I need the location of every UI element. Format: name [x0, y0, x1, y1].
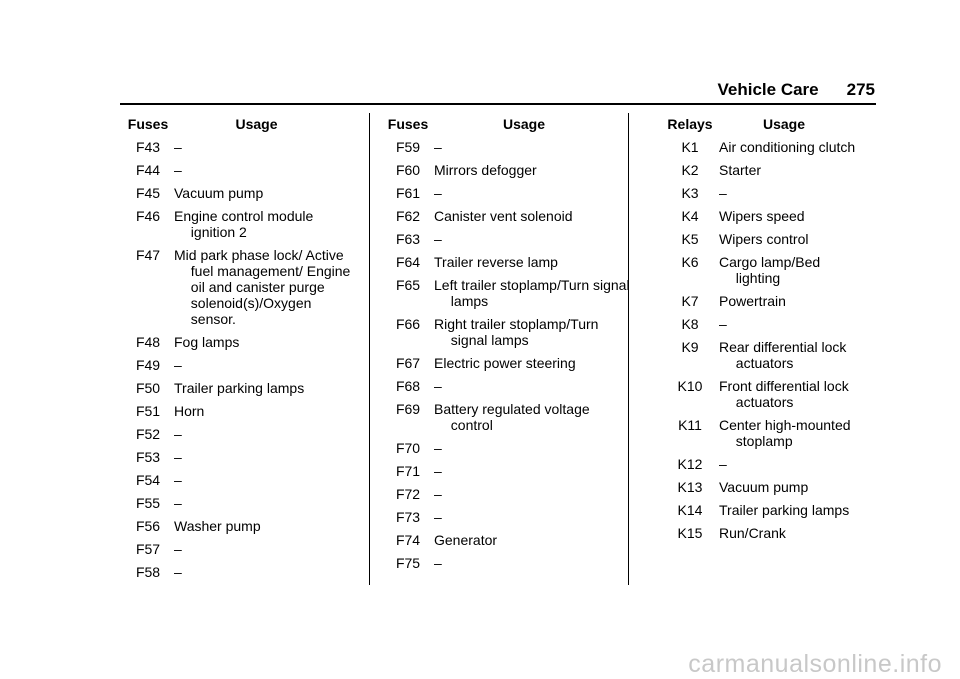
row-id: K9	[681, 339, 699, 355]
row-id: F73	[395, 509, 421, 525]
row-usage: –	[434, 185, 442, 201]
header-id: Relays	[667, 116, 713, 132]
row-id: F44	[135, 162, 161, 178]
row-usage: Generator	[434, 532, 498, 548]
table-row	[122, 162, 356, 178]
header-usage: Usage	[762, 116, 806, 132]
fuse-table-left	[122, 116, 356, 587]
row-usage: Trailer parking lamps	[174, 380, 305, 396]
table-row	[382, 509, 631, 525]
table-row	[661, 231, 866, 247]
row-usage: –	[174, 449, 182, 465]
row-usage: –	[174, 472, 182, 488]
page-number: 275	[846, 80, 875, 99]
table-row	[382, 486, 631, 502]
row-usage: Mirrors defogger	[434, 162, 537, 178]
row-usage: Trailer reverse lamp	[434, 254, 558, 270]
row-id: F61	[395, 185, 421, 201]
table-row	[122, 139, 356, 155]
table-row	[661, 316, 866, 332]
row-usage: –	[434, 555, 442, 571]
table-row	[382, 401, 631, 433]
row-id: K15	[677, 525, 703, 541]
row-id: F58	[135, 564, 161, 580]
row-id: F57	[135, 541, 161, 557]
row-usage: Vacuum pump	[174, 185, 264, 201]
table-row	[661, 339, 866, 371]
table-row	[122, 208, 356, 240]
table-row	[122, 564, 356, 580]
table-row	[661, 525, 866, 541]
table-row	[661, 139, 866, 155]
table-row	[382, 355, 631, 371]
row-id: K6	[681, 254, 699, 270]
table-row	[661, 185, 866, 201]
row-id: K4	[681, 208, 699, 224]
table-row	[122, 472, 356, 488]
row-usage: –	[174, 495, 182, 511]
row-id: F55	[135, 495, 161, 511]
table-header	[661, 116, 866, 132]
table-row	[122, 541, 356, 557]
relay-table-right	[661, 116, 866, 548]
table-row	[122, 334, 356, 350]
row-id: F66	[395, 316, 421, 332]
row-usage: –	[434, 486, 442, 502]
watermark-text: carmanualsonline.info	[688, 650, 942, 678]
row-usage: Battery regulated voltage control	[434, 401, 590, 433]
row-id: K11	[678, 417, 702, 433]
table-row	[122, 357, 356, 373]
fuse-table-middle	[382, 116, 631, 578]
row-id: F64	[395, 254, 421, 270]
table-row	[122, 380, 356, 396]
table-row	[661, 479, 866, 495]
row-usage: Wipers control	[719, 231, 809, 247]
row-id: K10	[677, 378, 703, 394]
row-id: F45	[135, 185, 161, 201]
table-row	[382, 440, 631, 456]
row-id: F59	[395, 139, 421, 155]
row-id: F51	[135, 403, 161, 419]
row-id: F67	[395, 355, 421, 371]
row-id: K8	[681, 316, 699, 332]
table-row	[661, 162, 866, 178]
row-usage: Run/Crank	[719, 525, 786, 541]
row-usage: Washer pump	[174, 518, 261, 534]
table-row	[661, 293, 866, 309]
table-row	[382, 277, 631, 309]
row-usage: Starter	[719, 162, 762, 178]
row-usage: –	[719, 456, 727, 472]
row-usage: Engine control module ignition 2	[174, 208, 314, 240]
row-id: F75	[395, 555, 421, 571]
row-id: F52	[135, 426, 161, 442]
row-id: F69	[395, 401, 421, 417]
table-row	[382, 254, 631, 270]
table-row	[661, 254, 866, 286]
header-usage: Usage	[235, 116, 278, 132]
row-id: F65	[395, 277, 421, 293]
row-usage: –	[434, 509, 442, 525]
column-divider	[628, 113, 629, 585]
table-row	[382, 139, 631, 155]
table-row	[382, 185, 631, 201]
row-usage: –	[434, 378, 442, 394]
table-row	[661, 417, 866, 449]
row-usage: –	[434, 231, 442, 247]
row-id: F72	[395, 486, 421, 502]
row-id: F54	[135, 472, 161, 488]
table-row	[382, 316, 631, 348]
row-id: K2	[681, 162, 699, 178]
row-usage: –	[434, 139, 442, 155]
row-usage: Fog lamps	[174, 334, 240, 350]
row-usage: –	[719, 316, 727, 332]
row-id: F48	[135, 334, 161, 350]
row-id: F47	[135, 247, 161, 263]
row-id: K5	[681, 231, 699, 247]
row-usage: –	[174, 564, 182, 580]
row-id: K13	[677, 479, 703, 495]
column-divider	[369, 113, 370, 585]
table-row	[122, 185, 356, 201]
row-usage: Canister vent solenoid	[434, 208, 573, 224]
table-row	[382, 231, 631, 247]
row-id: F56	[135, 518, 161, 534]
table-row	[122, 247, 356, 327]
row-id: F70	[395, 440, 421, 456]
table-row	[661, 378, 866, 410]
row-usage: –	[174, 426, 182, 442]
table-header	[382, 116, 631, 132]
table-row	[382, 555, 631, 571]
table-row	[122, 518, 356, 534]
table-row	[661, 502, 866, 518]
row-id: K3	[681, 185, 699, 201]
row-id: K14	[677, 502, 703, 518]
table-row	[661, 456, 866, 472]
row-usage: Horn	[174, 403, 205, 419]
row-id: F53	[135, 449, 161, 465]
row-usage: Rear differential lock actuators	[719, 339, 847, 371]
row-usage: Powertrain	[719, 293, 786, 309]
table-row	[122, 495, 356, 511]
row-usage: Mid park phase lock/ Active fuel management/ Engine oil and canister purge solenoid(s)/Oxygen sensor.	[174, 247, 351, 327]
row-usage: Air conditioning clutch	[719, 139, 856, 155]
row-id: F43	[135, 139, 161, 155]
row-usage: Wipers speed	[719, 208, 805, 224]
table-row	[382, 532, 631, 548]
row-id: F62	[395, 208, 421, 224]
row-usage: Front differential lock actuators	[719, 378, 849, 410]
table-row	[382, 378, 631, 394]
table-row	[382, 208, 631, 224]
row-usage: –	[719, 185, 727, 201]
table-row	[382, 162, 631, 178]
row-id: F71	[395, 463, 421, 479]
section-title: Vehicle Care	[717, 80, 819, 99]
row-id: F74	[395, 532, 421, 548]
table-row	[382, 463, 631, 479]
table-header	[122, 116, 356, 132]
table-row	[122, 426, 356, 442]
row-id: K7	[681, 293, 699, 309]
row-id: K12	[677, 456, 703, 472]
row-usage: Cargo lamp/Bed lighting	[719, 254, 821, 286]
header-rule	[120, 103, 876, 105]
row-id: F63	[395, 231, 421, 247]
row-usage: –	[434, 440, 442, 456]
header-usage: Usage	[502, 116, 546, 132]
row-usage: Center high-mounted stoplamp	[719, 417, 851, 449]
row-id: F68	[395, 378, 421, 394]
table-row	[122, 449, 356, 465]
row-usage: Right trailer stoplamp/Turn signal lamps	[434, 316, 599, 348]
row-id: F50	[135, 380, 161, 396]
row-usage: –	[174, 162, 182, 178]
row-usage: –	[174, 357, 182, 373]
row-usage: Electric power steering	[434, 355, 576, 371]
header-id: Fuses	[127, 116, 169, 132]
page-header	[120, 80, 875, 104]
row-usage: –	[434, 463, 442, 479]
row-usage: Vacuum pump	[719, 479, 809, 495]
row-id: F60	[395, 162, 421, 178]
row-usage: –	[174, 139, 182, 155]
row-usage: Left trailer stoplamp/Turn signal lamps	[434, 277, 630, 309]
row-id: F46	[135, 208, 161, 224]
table-row	[122, 403, 356, 419]
table-row	[661, 208, 866, 224]
row-usage: –	[174, 541, 182, 557]
header-id: Fuses	[387, 116, 429, 132]
row-usage: Trailer parking lamps	[719, 502, 850, 518]
row-id: K1	[681, 139, 699, 155]
row-id: F49	[135, 357, 161, 373]
